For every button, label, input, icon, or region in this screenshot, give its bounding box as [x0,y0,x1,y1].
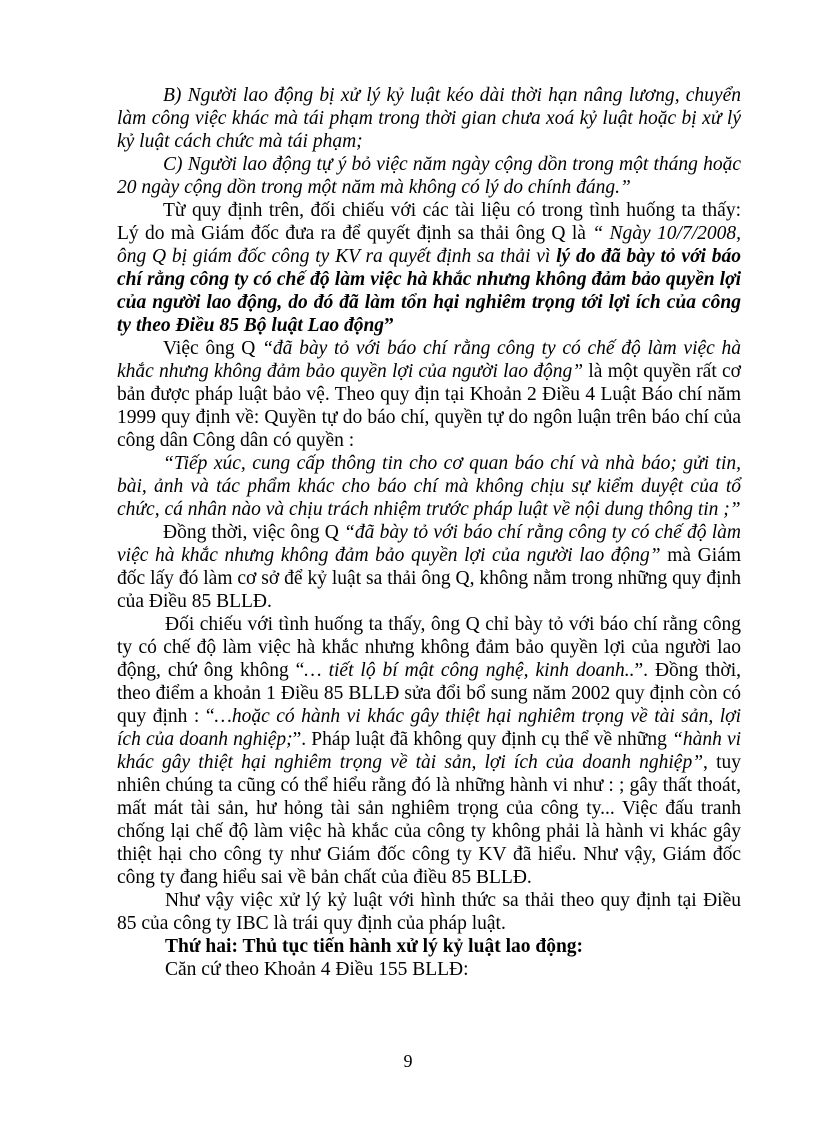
item-b [117,84,741,153]
reason-quote-start: “ Ngày 10/7/2008, ông Q bị giám đốc công ty KV ra quyết định sa thải vì [117,223,742,267]
reason-quote-end: ” [384,315,394,336]
paragraph-reason-text [117,199,741,337]
reason-quote-bold: lý do đã bày tỏ với báo chí rằng công ty có chế độ làm việc hà khắc nhưng không đảm bảo quyền lợi của người lao động, do đó đã làm tổn hại nghiêm trọng tới lợi ích của công ty theo Điều 85 Bộ luật Lao động [117,246,741,336]
right-quote: “đã bày tỏ với báo chí rằng công ty có chế độ làm việc hà khắc nhưng không đảm bảo quyền lợi của người lao động” [117,338,741,382]
paragraph-reason [117,199,741,337]
simultaneous-intro: Đồng thời, việc ông Q [163,522,345,543]
item-c [117,153,741,199]
press-law-quote [117,452,741,521]
comparison-d: …hoặc có hành vi khác gây thiệt hại nghiêm trọng về tài sản, lợi ích của doanh nghiệp; [117,706,741,750]
reason-intro: Từ quy định trên, đối chiếu với các tài liệu có trong tình huống ta thấy: Lý do mà Giám đốc đưa ra để quyết định sa thải ông Q là [117,200,741,244]
paragraph-conclusion-text: Như vậy việc xử lý kỷ luật với hình thức sa thải theo quy định tại Điều 85 của công ty IBC là trái quy định của pháp luật. [117,890,741,934]
simultaneous-rest: mà Giám đốc lấy đó làm cơ sở để kỷ luật sa thải ông Q, không nằm trong những quy định của Điều 85 BLLĐ. [117,545,741,612]
comparison-b: … tiết lộ bí mật công nghệ, kinh doanh.. [304,660,635,681]
right-intro: Việc ông Q [163,338,263,359]
comparison-f: “hành vi khác gây thiệt hại nghiêm trọng về tài sản, lợi ích của doanh nghiệp” [117,729,742,773]
paragraph-basis [117,958,741,981]
paragraph-conclusion [117,889,741,935]
comparison-c: ”. Đồng thời, theo điểm a khoản 1 Điều 85 BLLĐ sửa đổi bổ sung năm 2002 quy định còn có quy định : “ [117,660,741,727]
comparison-a: Đối chiếu với tình huống ta thấy, ông Q chỉ bày tỏ với báo chí rằng công ty có chế độ làm việc hà khắc nhưng không đảm bảo quyền lợi của người lao động, chứ ông không “ [117,614,741,681]
section-heading-text: Thứ hai: Thủ tục tiến hành xử lý kỷ luật lao động: [165,936,584,957]
simultaneous-quote: “đã bày tỏ với báo chí rằng công ty có chế độ làm việc hà khắc nhưng không đảm bảo quyền lợi của người lao động” [117,522,741,566]
paragraph-right [117,337,741,452]
paragraph-comparison [117,613,741,889]
comparison-g: , tuy nhiên chúng ta cũng có thể hiểu rằng đó là những hành vi như : ; gây thất thoát, mất mát tài sản, hư hỏng tài sản nghiêm trọng của công ty... Việc đấu tranh chống lại chế độ làm việc hà khắc của công ty không phải là hành vi khác gây thiệt hại cho công ty như Giám đốc công ty KV đã hiểu. Như vậy, Giám đốc công ty đang hiểu sai về bản chất của điều 85 BLLĐ. [117,752,742,888]
paragraph-simultaneous [117,521,741,613]
item-b-text: B) Người lao động bị xử lý kỷ luật kéo dài thời hạn nâng lương, chuyển làm công việc khác mà tái phạm trong thời gian chưa xoá kỷ luật hoặc bị xử lý kỷ luật cách chức mà tái phạm; [117,85,741,152]
item-c-text: C) Người lao động tự ý bỏ việc năm ngày cộng dồn trong một tháng hoặc 20 ngày cộng dồn trong một năm mà không có lý do chính đáng.” [117,154,741,198]
right-rest: là một quyền rất cơ bản được pháp luật bảo vệ. Theo quy địn tại Khoản 2 Điều 4 Luật Báo chí năm 1999 quy định về: Quyền tự do báo chí, quyền tự do ngôn luận trên báo chí của công dân Công dân có quyền : [117,361,741,451]
press-law-quote-text: “Tiếp xúc, cung cấp thông tin cho cơ quan báo chí và nhà báo; gửi tin, bài, ảnh và tác phẩm khác cho báo chí mà không chịu sự kiểm duyệt của tổ chức, cá nhân nào và chịu trách nhiệm trước pháp luật về nội dung thông tin ;” [117,453,741,520]
paragraph-comparison-text [117,613,741,889]
page-number: 9 [403,1051,413,1071]
paragraph-right-text [117,337,741,452]
paragraph-simultaneous-text [117,521,741,613]
section-heading [117,935,741,958]
comparison-e: ”. Pháp luật đã không quy định cụ thể về những [292,729,672,750]
paragraph-basis-text: Căn cứ theo Khoản 4 Điều 155 BLLĐ: [165,959,469,980]
